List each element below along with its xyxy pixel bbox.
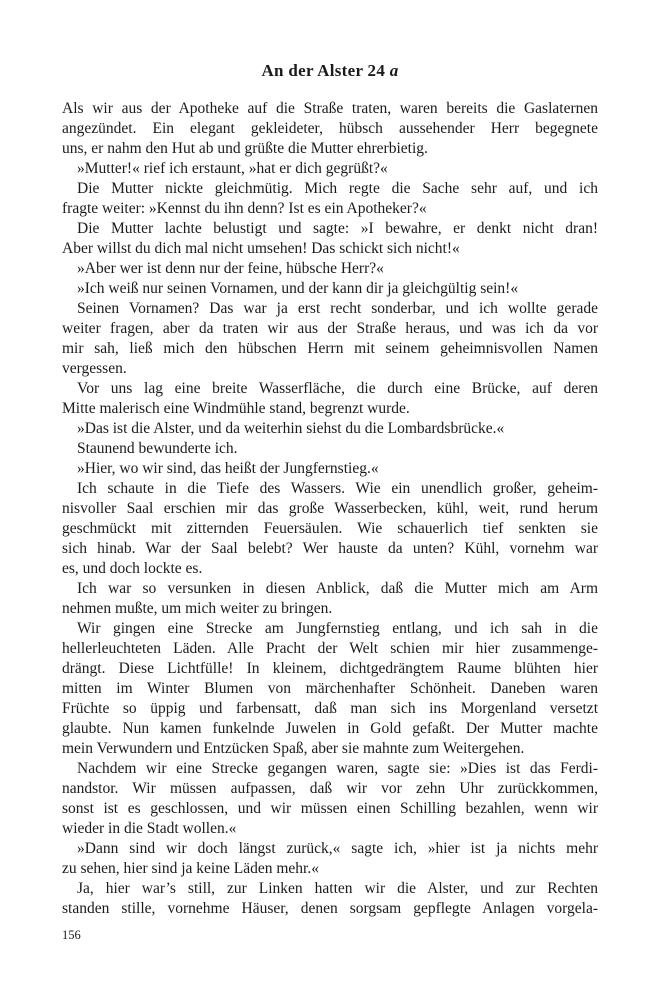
- text-line: Ja, hier war’s still, zur Linken hatten wir die Alster, und zur Rechten: [77, 880, 598, 897]
- text-line: es, und doch lockte es.: [62, 560, 203, 577]
- text-line: weiter fragen, aber da traten wir aus der Straße heraus, und was ich da vor: [62, 320, 598, 337]
- chapter-title-italic-suffix: a: [389, 61, 399, 80]
- text-line: Wir gingen eine Strecke am Jungfernstieg entlang, und ich sah in die: [77, 620, 598, 637]
- text-line: drängt. Diese Lichtfülle! In kleinem, dichtgedrängtem Raume blühten hier: [62, 660, 598, 677]
- text-line: sich hinab. War der Saal belebt? Wer hauste da unten? Kühl, vornehm war: [62, 540, 598, 557]
- text-line: »Hier, wo wir sind, das heißt der Jungfernstieg.«: [77, 460, 379, 477]
- text-line: geschmückt mit zitternden Feuersäulen. Wie schauerlich tief senkten sie: [62, 520, 598, 537]
- text-line: nisvoller Saal erschien mir das große Wasserbecken, kühl, weit, rund herum: [62, 500, 598, 517]
- text-line: zu sehen, hier sind ja keine Läden mehr.«: [62, 860, 319, 877]
- text-line: uns, er nahm den Hut ab und grüßte die Mutter ehrerbietig.: [62, 140, 428, 157]
- text-line: Ich schaute in die Tiefe des Wassers. Wie ein unendlich großer, geheim-: [77, 480, 598, 497]
- chapter-title: [0, 61, 660, 81]
- text-line: Früchte so üppig und farbensatt, daß man sich ins Morgenland versetzt: [62, 700, 598, 717]
- text-line: Die Mutter lachte belustigt und sagte: »I bewahre, er denkt nicht dran!: [77, 220, 598, 237]
- text-line: Aber willst du dich mal nicht umsehen! Das schickt sich nicht!«: [62, 240, 460, 257]
- text-line: Vor uns lag eine breite Wasserfläche, die durch eine Brücke, auf deren: [77, 380, 598, 397]
- text-line: Als wir aus der Apotheke auf die Straße traten, waren bereits die Gaslaternen: [62, 100, 598, 117]
- text-line: »Ich weiß nur seinen Vornamen, und der kann dir ja gleichgültig sein!«: [77, 280, 519, 297]
- text-line: Nachdem wir eine Strecke gegangen waren, sagte sie: »Dies ist das Ferdi-: [77, 760, 598, 777]
- text-line: vergessen.: [62, 360, 127, 377]
- text-line: nandstor. Wir müssen aufpassen, daß wir vor zehn Uhr zurückkommen,: [62, 780, 598, 797]
- text-line: fragte weiter: »Kennst du ihn denn? Ist es ein Apotheker?«: [62, 200, 427, 217]
- text-line: Staunend bewunderte ich.: [77, 440, 238, 457]
- text-line: Die Mutter nickte gleichmütig. Mich regte die Sache sehr auf, und ich: [77, 180, 598, 197]
- text-line: angezündet. Ein elegant gekleideter, hübsch aussehender Herr begegnete: [62, 120, 598, 137]
- text-line: mein Verwundern und Entzücken Spaß, aber sie mahnte zum Weitergehen.: [62, 740, 525, 757]
- text-line: »Mutter!« rief ich erstaunt, »hat er dich gegrüßt?«: [77, 160, 388, 177]
- text-line: »Das ist die Alster, und da weiterhin siehst du die Lombardsbrücke.«: [77, 420, 505, 437]
- text-line: Seinen Vornamen? Das war ja erst recht sonderbar, und ich wollte gerade: [77, 300, 598, 317]
- text-line: nehmen mußte, um mich weiter zu bringen.: [62, 600, 333, 617]
- text-body: [62, 99, 598, 919]
- text-line: glaubte. Nun kamen funkelnde Juwelen in Gold gefaßt. Der Mutter machte: [62, 720, 598, 737]
- text-line: Ich war so versunken in diesen Anblick, daß die Mutter mich am Arm: [77, 580, 598, 597]
- text-line: mir sah, ließ mich den hübschen Herrn mit seinem geheimnisvollen Namen: [62, 340, 598, 357]
- chapter-title-main: An der Alster 24: [261, 61, 390, 80]
- text-line: »Aber wer ist denn nur der feine, hübsche Herr?«: [77, 260, 384, 277]
- text-line: hellerleuchteten Läden. Alle Pracht der Welt schien mir hier zusammenge-: [62, 640, 598, 657]
- page-number: 156: [62, 928, 81, 942]
- text-line: standen stille, vornehme Häuser, denen sorgsam gepflegte Anlagen vorgela-: [62, 900, 598, 917]
- text-line: wieder in die Stadt wollen.«: [62, 820, 237, 837]
- text-line: mitten im Winter Blumen von märchenhafter Schönheit. Daneben waren: [62, 680, 598, 697]
- text-line: Mitte malerisch eine Windmühle stand, begrenzt wurde.: [62, 400, 410, 417]
- text-line: »Dann sind wir doch längst zurück,« sagte ich, »hier ist ja nichts mehr: [77, 840, 598, 857]
- text-line: sonst ist es geschlossen, und wir müssen einen Schilling bezahlen, wenn wir: [62, 800, 598, 817]
